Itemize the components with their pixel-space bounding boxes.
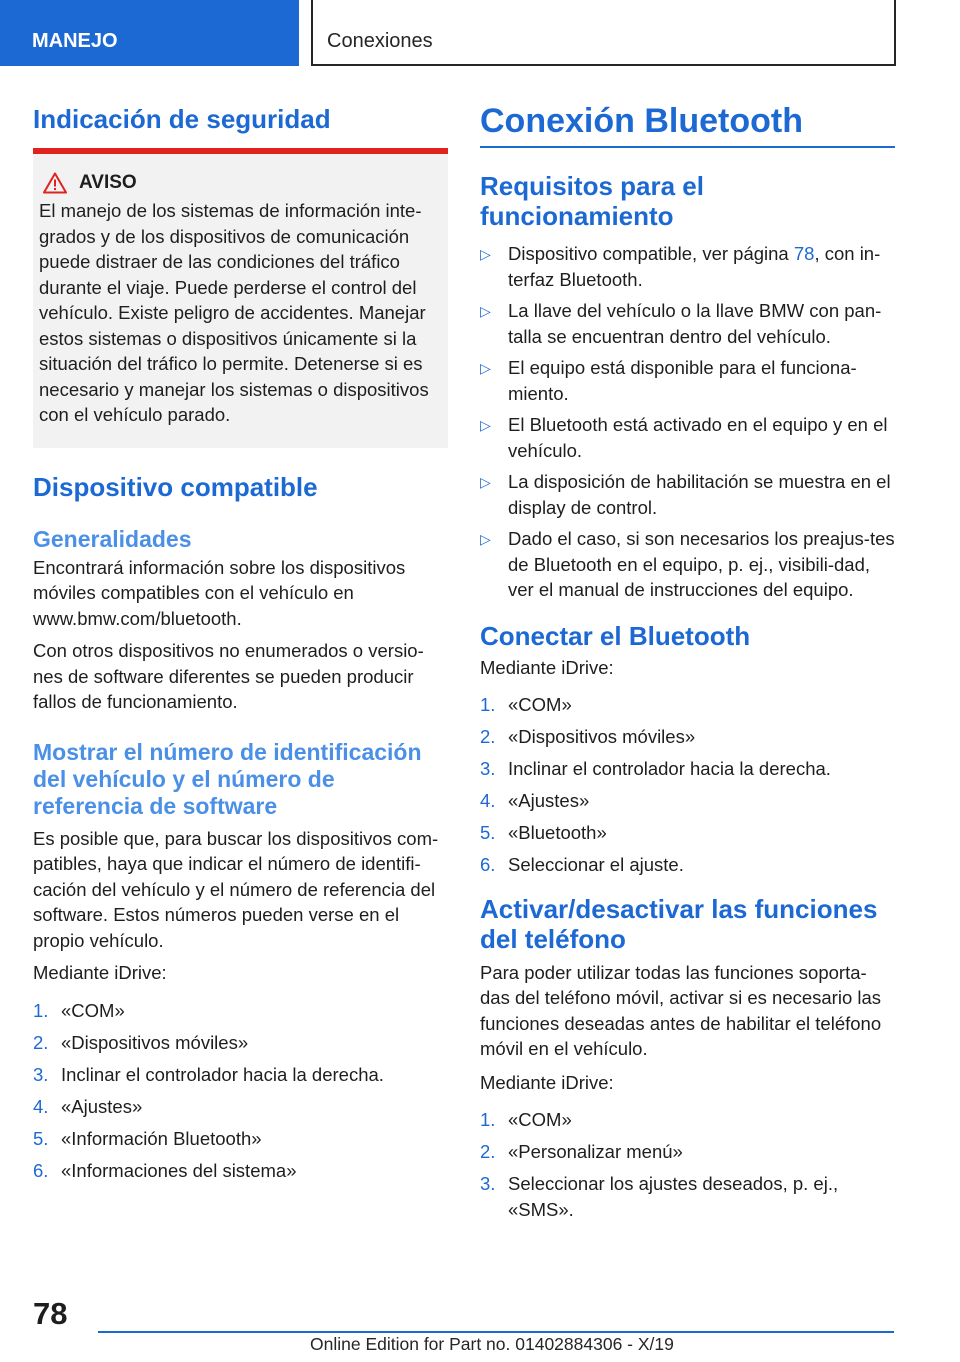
connect-steps	[480, 692, 895, 878]
step-text: «COM»	[61, 999, 125, 1021]
bluetooth-heading: Conexión Bluetooth	[480, 102, 803, 140]
warning-title	[43, 172, 438, 194]
page-number: 78	[33, 1296, 68, 1331]
list-item	[480, 469, 895, 520]
step-text: «COM»	[508, 1109, 572, 1130]
list-item-text	[508, 241, 895, 292]
triangle-bullet-icon: ▷	[480, 531, 491, 547]
step-text: «Bluetooth»	[508, 822, 607, 843]
warning-label: AVISO	[79, 172, 137, 193]
triangle-bullet-icon: ▷	[480, 246, 491, 262]
step-number: 6.	[33, 1159, 49, 1181]
step-number: 1.	[480, 694, 496, 715]
general-paragraph-1: Encontrará información sobre los dispositivos móviles compatibles con el vehículo en www.bmw.com/bluetooth.	[33, 556, 406, 629]
chapter-tab	[311, 0, 896, 66]
list-item	[480, 526, 895, 603]
compat-heading: Dispositivo compatible	[33, 471, 318, 502]
step-number: 5.	[33, 1127, 49, 1149]
step-item	[480, 692, 895, 718]
step-text: «Ajustes»	[61, 1095, 143, 1117]
id-intro: Mediante iDrive:	[33, 962, 167, 983]
triangle-bullet-icon: ▷	[480, 474, 491, 490]
step-number: 4.	[480, 790, 496, 811]
section-label: MANEJO	[32, 30, 118, 52]
list-item	[480, 298, 895, 349]
warning-box	[33, 148, 448, 448]
step-text: «COM»	[508, 694, 572, 715]
step-number: 1.	[480, 1109, 496, 1130]
heading-rule	[480, 146, 895, 148]
page-link[interactable]: 78	[793, 243, 815, 264]
step-item	[480, 852, 895, 878]
step-number: 1.	[33, 999, 49, 1021]
step-text: Seleccionar los ajustes deseados, p. ej., «SMS».	[508, 1173, 839, 1220]
triangle-bullet-icon: ▷	[480, 360, 491, 376]
step-text: «Informaciones del sistema»	[61, 1159, 297, 1181]
requirements-heading: Requisitos para el funcionamiento	[480, 171, 704, 231]
step-item	[33, 1062, 448, 1088]
list-item	[480, 355, 895, 406]
list-item-text: El Bluetooth está activado en el equipo y en el vehículo.	[508, 414, 888, 461]
list-item-text: La disposición de habilitación se muestra en el display de control.	[508, 471, 891, 518]
step-item	[480, 788, 895, 814]
triangle-bullet-icon: ▷	[480, 303, 491, 319]
step-item	[480, 1107, 895, 1133]
id-paragraph: Es posible que, para buscar los dispositivos com-patibles, haya que indicar el número de identifi-cación del vehículo y el número de referencia del software. Estos números pueden verse en el propio vehículo.	[33, 827, 439, 951]
step-number: 2.	[480, 726, 496, 747]
general-paragraph-2: Con otros dispositivos no enumerados o versio-nes de software diferentes se pueden producir fallos de funcionamiento.	[33, 640, 424, 712]
phone-functions-heading: Activar/desactivar las funciones del teléfono	[480, 893, 878, 954]
step-number: 2.	[33, 1031, 49, 1053]
step-item	[480, 756, 895, 782]
phone-steps	[480, 1107, 895, 1222]
phone-intro: Mediante iDrive:	[480, 1071, 614, 1093]
step-text: Inclinar el controlador hacia la derecha.	[508, 758, 831, 779]
step-text: «Ajustes»	[508, 790, 590, 811]
step-number: 5.	[480, 822, 496, 843]
step-text: Seleccionar el ajuste.	[508, 854, 684, 875]
list-item	[480, 412, 895, 463]
step-item	[33, 1094, 448, 1120]
step-text: «Personalizar menú»	[508, 1141, 683, 1162]
step-number: 3.	[480, 758, 496, 779]
list-item-text: El equipo está disponible para el funciona-miento.	[508, 357, 857, 404]
step-item	[480, 1139, 895, 1165]
step-item	[480, 1171, 895, 1222]
phone-paragraph: Para poder utilizar todas las funciones soporta-das del teléfono móvil, activar si es necesario las funciones deseadas antes de habilitar el teléfono móvil en el vehículo.	[480, 961, 882, 1059]
step-text: «Información Bluetooth»	[61, 1127, 262, 1149]
edition-note: Online Edition for Part no. 01402884306 - X/19	[310, 1334, 674, 1354]
step-number: 2.	[480, 1141, 496, 1162]
list-item-text: Dado el caso, si son necesarios los preajus-tes de Bluetooth en el equipo, p. ej., visibili-dad, ver el manual de instrucciones del equipo.	[508, 528, 895, 600]
connect-heading: Conectar el Bluetooth	[480, 620, 751, 651]
chapter-label: Conexiones	[327, 30, 433, 52]
triangle-bullet-icon: ▷	[480, 417, 491, 433]
list-item-text-part: , con in-terfaz Bluetooth.	[508, 243, 881, 290]
right-column	[480, 100, 895, 1229]
step-item	[33, 998, 448, 1024]
connect-intro: Mediante iDrive:	[480, 656, 614, 678]
list-item-text: La llave del vehículo o la llave BMW con pan-talla se encuentran dentro del vehículo.	[508, 300, 882, 347]
step-item	[33, 1030, 448, 1056]
list-item	[480, 241, 895, 292]
step-item	[480, 724, 895, 750]
left-column	[33, 100, 448, 1190]
safety-heading: Indicación de seguridad	[33, 104, 331, 134]
id-heading: Mostrar el número de identificación del vehículo y el número de referencia de software	[33, 738, 422, 819]
warning-triangle-icon	[43, 172, 67, 194]
step-text: «Dispositivos móviles»	[508, 726, 696, 747]
requirements-list	[480, 241, 895, 603]
step-number: 6.	[480, 854, 496, 875]
list-item-text-part: Dispositivo compatible, ver página	[508, 243, 794, 264]
step-number: 3.	[480, 1173, 496, 1194]
step-item	[33, 1158, 448, 1184]
step-text: «Dispositivos móviles»	[61, 1031, 249, 1053]
step-number: 4.	[33, 1095, 49, 1117]
step-item	[33, 1126, 448, 1152]
step-item	[480, 820, 895, 846]
general-heading: Generalidades	[33, 525, 192, 552]
footer-rule	[98, 1331, 894, 1333]
section-tab	[0, 0, 299, 66]
id-steps	[33, 998, 448, 1184]
warning-text: El manejo de los sistemas de información inte-grados y de los dispositivos de comunicación puede distraer de las condiciones del tráfico durante el viaje. Puede perderse el control del vehículo. Existe peligro de accidentes. Manejar estos sistemas o dispositivos únicamente si la situación del tráfico lo permite. Detenerse si es necesario y manejar los sistemas o dispositivos con el vehículo parado.	[39, 200, 429, 425]
step-text: Inclinar el controlador hacia la derecha.	[61, 1063, 384, 1085]
step-number: 3.	[33, 1063, 49, 1085]
